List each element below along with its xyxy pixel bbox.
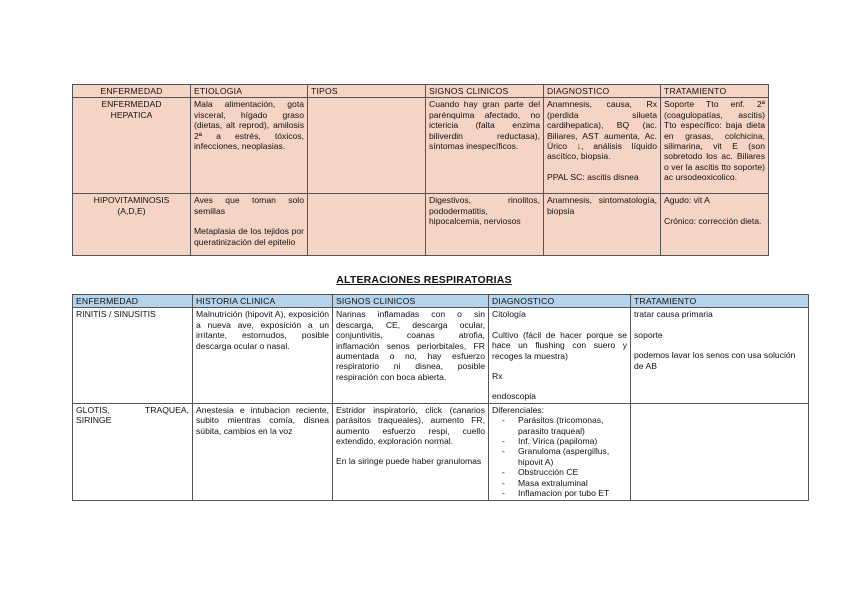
list-item: - Granuloma (aspergillus, hipovit A) (518, 446, 627, 467)
header-diagnostico: DIAGNOSTICO (489, 295, 631, 308)
table-row (73, 308, 809, 403)
list-item: - Inf. Vírica (papiloma) (518, 436, 627, 446)
cell-historia: Anestesia e intubacion reciente, subito mientras comía, disnea súbita, cambios en la voz (193, 403, 333, 500)
header-signos: SIGNOS CLINICOS (333, 295, 489, 308)
header-tratamiento: TRATAMIENTO (631, 295, 809, 308)
cell-tipos (308, 98, 426, 194)
cell-enfermedad: HIPOVITAMINOSIS (A,D,E) (73, 194, 191, 256)
cell-diagnostico: Diferenciales: - Parásitos (tricomonas, parasito traqueal) - Inf. Vírica (papiloma) - Granuloma (aspergillus, hipovit A) - Obstrucción CE - Masa extraluminal - Inflamacion por tubo ET (489, 403, 631, 500)
list-item: - Masa extraluminal (518, 478, 627, 488)
header-tratamiento: TRATAMIENTO (661, 85, 769, 98)
cell-enfermedad: GLOTIS, TRAQUEA, SIRINGE (73, 403, 193, 500)
cell-tratamiento: tratar causa primaria soporte podemos lavar los senos con usa solución de AB (631, 308, 809, 403)
table-row (73, 194, 769, 256)
respiratory-table (72, 294, 809, 501)
header-etiologia: ETIOLOGIA (191, 85, 308, 98)
list-item: - Parásitos (tricomonas, parasito traqueal) (518, 415, 627, 436)
cell-signos: Estridor inspiratorio, click (canarios parásitos traqueales), aumento FR, aumento esfuerzo respi, cuello extendido, exploración normal. En la siringe puede haber granulomas (333, 403, 489, 500)
cell-signos: Digestivos, rinolitos, pododermatitis, hipocalcemia, nerviosos (426, 194, 544, 256)
table-header-row (73, 295, 809, 308)
cell-enfermedad: ENFERMEDAD HEPATICA (73, 98, 191, 194)
section-title: ALTERACIONES RESPIRATORIAS (336, 274, 512, 286)
list-item: - Inflamacion por tubo ET (518, 488, 627, 498)
cell-tratamiento: Agudo: vit A Crónico: corrección dieta. (661, 194, 769, 256)
cell-diagnostico: Anamnesis, sintomatología, biopsia (544, 194, 661, 256)
cell-diagnostico: Anamnesis, causa, Rx (perdida silueta cardihepatica), BQ (ac. Biliares, AST aumenta, Ac. Úrico ↓, análisis líquido ascítico, biopsia. PPAL SC: ascitis disnea (544, 98, 661, 194)
table-header-row (73, 85, 769, 98)
header-diagnostico: DIAGNOSTICO (544, 85, 661, 98)
table-row (73, 403, 809, 500)
cell-enfermedad: RINITIS / SINUSITIS (73, 308, 193, 403)
cell-etiologia: Aves que toman solo semillas Metaplasia de los tejidos por queratinización del epitelio (191, 194, 308, 256)
header-enfermedad: ENFERMEDAD (73, 295, 193, 308)
cell-tipos (308, 194, 426, 256)
header-tipos: TIPOS (308, 85, 426, 98)
table-row (73, 98, 769, 194)
differentials-list (492, 415, 627, 498)
cell-signos: Narinas inflamadas con o sin descarga, CE, descarga ocular, conjuntivitis, coanas atrofia, inflamación senos periorbitales, FR aumentada o no, hay esfuerzo respiratorio ni disnea, posible respiración con boca abierta. (333, 308, 489, 403)
cell-tratamiento: Soporte Tto enf. 2ª (coagulopatías, ascitis) Tto específico: baja dieta en grasas, colchicina, silimarina, vit E (son sobretodo los ac. Biliares o ver la ascitis tto soporte) ac ursodeoxicolico. (661, 98, 769, 194)
list-item: - Obstrucción CE (518, 467, 627, 477)
cell-diagnostico: Citología Cultivo (fácil de hacer porque se hace un flushing con suero y recoges la muestra) Rx endoscopia (489, 308, 631, 403)
cell-etiologia: Mala alimentación, gota visceral, hígado graso (dietas, alt reprod), amilosis 2ª a estrés, tóxicos, infecciones, neoplasias. (191, 98, 308, 194)
header-enfermedad: ENFERMEDAD (73, 85, 191, 98)
header-historia: HISTORIA CLINICA (193, 295, 333, 308)
cell-historia: Malnutrición (hipovit A), exposición a nueva ave, exposición a un irritante, estornudos, posible descarga ocular o nasal. (193, 308, 333, 403)
header-signos: SIGNOS CLINICOS (426, 85, 544, 98)
cell-signos: Cuando hay gran parte del parénquima afectado, no ictericia (falta enzima biliverdin reductasa), síntomas inespecíficos. (426, 98, 544, 194)
cell-tratamiento (631, 403, 809, 500)
disease-table-hepatic (72, 84, 769, 256)
